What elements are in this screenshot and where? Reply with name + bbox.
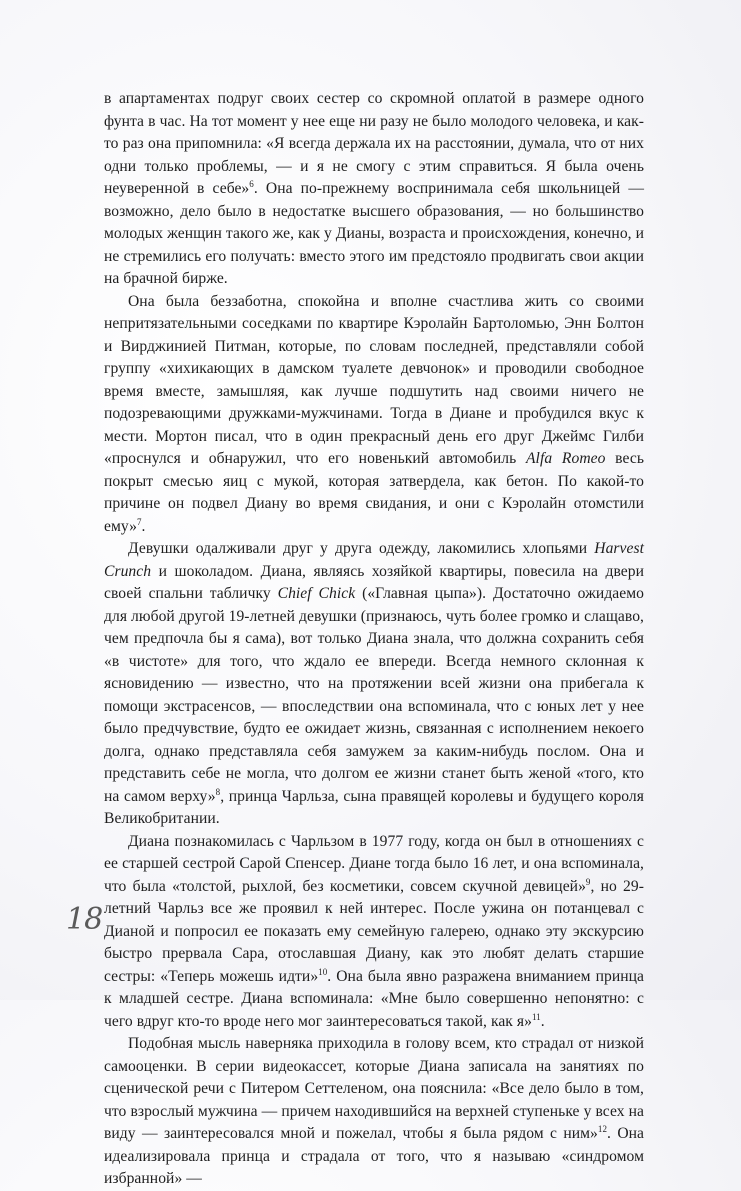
footnote-marker: 12: [597, 1124, 608, 1134]
footnote-marker: 10: [318, 966, 328, 977]
text-run: . Она была явно разражена вниманием принца к младшей сестре. Диана вспоминала: «Мне было совершенно непонятно: с чего вдруг кто-то вроде него мог заинтересоваться такой, как я»: [104, 967, 644, 1030]
book-page-text: [104, 88, 644, 1191]
text-run: . Она по-прежнему воспринимала себя школьницей — возможно, дело было в недостатке высшего образования, — но большинство молодых женщин такого же, как у Дианы, возраста и происхождения, конечно, и не стремились его получать: вместо этого им предстояло продвигать свои акции на брачной бирже.: [104, 180, 644, 287]
paragraph-2: [104, 291, 644, 539]
paragraph-1: [104, 88, 644, 291]
italic-term: Harvest Crunch: [104, 540, 644, 580]
text-run: («Главная цыпа»). Достаточно ожидаемо для любой другой 19-летней девушки (признаюсь, чуть более громко и слащаво, чем предпочла бы я сама), вот только Диана знала, что должна сохранить себя «в чистоте» для того, что ждало ее впереди. Всегда немного склонная к ясновидению — известно, что на протяжении всей жизни она прибегала к помощи экстрасенсов, — впоследствии она вспоминала, что с юных лет у нее было предчувствие, будто ее ожидает жизнь, связанная с исполнением некоего долга, однако представляла себя замужем за каким-нибудь послом. Она и представить себе не могла, что долгом ее жизни станет быть женой «того, кто на самом верху»: [104, 585, 645, 805]
footnote-marker: 6: [249, 179, 254, 189]
text-run: Она была беззаботна, спокойна и вполне счастлива жить со своими непритязательными соседками по квартире Кэролайн Бартоломью, Энн Болтон и Вирджинией Питман, которые, по словам последней, представляли собой группу «хихикающих в дамском туалете девчонок» и проводили свободное время вместе, замышляя, как лучше подшутить над своими ничего не подозревающими дружками-мужчинами. Тогда в Диане и пробудился вкус к мести. Мортон писал, что в один прекрасный день его друг Джеймс Гилби «проснулся и обнаружил, что его новенький автомобиль: [104, 292, 644, 467]
italic-term: Chief Chick: [277, 585, 356, 602]
paragraph-4: [104, 831, 644, 1034]
text-run: , но 29-летний Чарльз все же проявил к ней интерес. После ужина он потанцевал с Дианой и попросил ее показать ему семейную галерею, однако эту экскурсию быстро прервала Сара, отославшая Диану, как это любят делать старшие сестры: «Теперь можешь идти»: [104, 877, 644, 985]
footnote-marker: 11: [531, 1011, 541, 1022]
footnote-marker: 8: [215, 786, 221, 797]
text-run: в апартаментах подруг своих сестер со скромной оплатой в размере одного фунта в час. На тот момент у нее еще ни разу не было молодого человека, и как-то раз она припомнила: «Я всегда держала их на расстоянии, думала, что от них одни только проблемы, — и я не смогу с этим справиться. Я была очень неуверенной в себе»: [104, 90, 644, 197]
paragraph-3: [104, 538, 644, 831]
text-run: весь покрыт смесью яиц с мукой, которая затвердела, как бетон. По какой-то причине он подвел Диану во время свидания, и они с Кэролайн отомстили ему»: [104, 450, 644, 535]
footnote-marker: 9: [585, 876, 591, 887]
text-run: Подобная мысль наверняка приходила в голову всем, кто страдал от низкой самооценки. В серии видеокассет, которые Диана записала на занятиях по сценической речи с Питером Сеттеленом, она пояснила: «Все дело было в том, что взрослый мужчина — причем находившийся на верхней ступеньке у всех на виду — заинтересовался мной и пожелал, чтобы я была рядом с ним»: [104, 1035, 644, 1142]
text-run: Диана познакомилась с Чарльзом в 1977 году, когда он был в отношениях с ее старшей сестрой Сарой Спенсер. Диане тогда было 16 лет, и она вспоминала, что была «толстой, рыхлой, без косметики, совсем скучной девицей»: [104, 832, 644, 895]
text-run: и шоколадом. Диана, являясь хозяйкой квартиры, повесила на двери своей спальни табличку: [104, 562, 644, 602]
footnote-marker: 7: [136, 516, 142, 527]
text-run: .: [540, 1012, 545, 1030]
text-run: . Она идеализировала принца и страдала от того, что я называю «синдромом избранной» —: [104, 1125, 644, 1187]
text-run: Девушки одалживали друг у друга одежду, лакомились хлопьями: [128, 540, 595, 557]
paragraph-5: [104, 1033, 644, 1191]
page-number: 18: [66, 902, 103, 937]
italic-term: Alfa Romeo: [525, 450, 606, 467]
text-run: .: [141, 517, 146, 535]
text-run: , принца Чарльза, сына правящей королевы и будущего короля Великобритании.: [104, 787, 644, 827]
